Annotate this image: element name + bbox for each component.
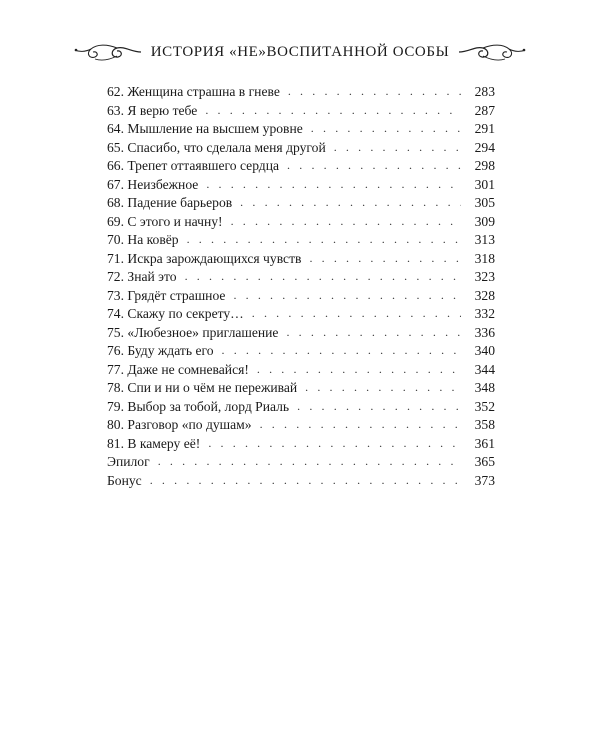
dot-leader (297, 397, 461, 416)
toc-entry-title: 73. Грядёт страшное (107, 287, 226, 303)
toc-entry[interactable] (107, 472, 495, 491)
running-header (0, 38, 600, 66)
dot-leader (208, 434, 461, 453)
toc-entry-page: 318 (474, 250, 495, 266)
toc-entry-page: 332 (474, 306, 495, 321)
toc-entry[interactable] (107, 231, 495, 250)
toc-entry-title: 76. Буду ждать его (107, 343, 214, 358)
toc-entry[interactable] (107, 361, 495, 380)
toc-entry-title: 71. Искра зарождающихся чувств (107, 250, 302, 266)
dot-leader (185, 267, 461, 286)
dot-leader (206, 175, 461, 194)
toc-entry[interactable] (107, 379, 495, 398)
flourish-ornament-icon (73, 40, 143, 64)
toc-entry[interactable] (107, 157, 495, 176)
dot-leader (311, 119, 461, 138)
toc-entry[interactable] (107, 83, 495, 102)
dot-leader (205, 101, 461, 120)
toc-entry-title: 67. Неизбежное (107, 176, 199, 192)
toc-entry-title: 80. Разговор «по душам» (107, 417, 252, 432)
toc-entry-page: 358 (474, 417, 495, 432)
toc-entry-page: 352 (474, 398, 495, 414)
toc-entry-page: 298 (474, 158, 495, 173)
toc-entry-title: Эпилог (107, 454, 150, 469)
toc-entry-page: 301 (474, 176, 495, 192)
toc-entry-page: 305 (474, 195, 495, 210)
toc-entry-title: 70. На ковёр (107, 232, 179, 247)
dot-leader (286, 323, 461, 342)
dot-leader (260, 415, 461, 434)
toc-entry[interactable] (107, 435, 495, 454)
dot-leader (187, 230, 461, 249)
toc-entry-title: 75. «Любезное» приглашение (107, 324, 279, 340)
toc-entry[interactable] (107, 305, 495, 324)
toc-entry-page: 323 (474, 269, 495, 284)
dot-leader (287, 156, 461, 175)
toc-entry-title: 79. Выбор за тобой, лорд Риаль (107, 398, 290, 414)
dot-leader (222, 341, 461, 360)
running-title: ИСТОРИЯ «НЕ»ВОСПИТАННОЙ ОСОБЫ (150, 43, 450, 60)
dot-leader (158, 452, 461, 471)
toc-entry-page: 283 (474, 84, 495, 99)
toc-entry-page: 309 (474, 213, 495, 229)
toc-entry-page: 294 (474, 139, 495, 155)
toc-entry[interactable] (107, 453, 495, 472)
toc-entry[interactable] (107, 120, 495, 139)
toc-entry-page: 373 (474, 472, 495, 488)
toc-entry-page: 328 (474, 287, 495, 303)
table-of-contents (107, 83, 495, 490)
dot-leader (252, 304, 461, 323)
toc-entry-page: 365 (474, 454, 495, 469)
toc-entry-page: 336 (474, 324, 495, 340)
toc-entry-title: 77. Даже не сомневайся! (107, 361, 249, 377)
toc-entry[interactable] (107, 176, 495, 195)
toc-entry[interactable] (107, 102, 495, 121)
dot-leader (233, 286, 461, 305)
toc-entry[interactable] (107, 139, 495, 158)
toc-entry[interactable] (107, 213, 495, 232)
toc-entry-title: 62. Женщина страшна в гневе (107, 84, 280, 99)
toc-entry-title: 65. Спасибо, что сделала меня другой (107, 139, 326, 155)
toc-entry-page: 340 (474, 343, 495, 358)
toc-entry-page: 348 (474, 380, 495, 395)
toc-entry[interactable] (107, 324, 495, 343)
toc-entry-title: 74. Скажу по секрету… (107, 306, 244, 321)
toc-entry[interactable] (107, 342, 495, 361)
dot-leader (334, 138, 461, 157)
toc-entry-title: 68. Падение барьеров (107, 195, 233, 210)
toc-entry-page: 287 (474, 102, 495, 118)
toc-entry-title: 78. Спи и ни о чём не переживай (107, 380, 298, 395)
toc-entry[interactable] (107, 250, 495, 269)
dot-leader (288, 82, 461, 101)
toc-entry[interactable] (107, 398, 495, 417)
dot-leader (231, 212, 461, 231)
dot-leader (257, 360, 461, 379)
toc-entry-title: 69. С этого и начну! (107, 213, 223, 229)
toc-entry[interactable] (107, 416, 495, 435)
toc-entry[interactable] (107, 268, 495, 287)
toc-entry-page: 361 (474, 435, 495, 451)
flourish-ornament-icon (457, 40, 527, 64)
toc-entry[interactable] (107, 287, 495, 306)
dot-leader (309, 249, 461, 268)
toc-entry-page: 313 (474, 232, 495, 247)
toc-entry-page: 291 (474, 121, 495, 136)
toc-entry-title: Бонус (107, 472, 142, 488)
toc-entry-title: 72. Знай это (107, 269, 177, 284)
dot-leader (150, 471, 461, 490)
toc-entry-title: 63. Я верю тебе (107, 102, 198, 118)
toc-entry-page: 344 (474, 361, 495, 377)
dot-leader (305, 378, 461, 397)
toc-entry[interactable] (107, 194, 495, 213)
toc-entry-title: 81. В камеру её! (107, 435, 201, 451)
dot-leader (240, 193, 461, 212)
toc-entry-title: 64. Мышление на высшем уровне (107, 121, 303, 136)
toc-entry-title: 66. Трепет оттаявшего сердца (107, 158, 280, 173)
